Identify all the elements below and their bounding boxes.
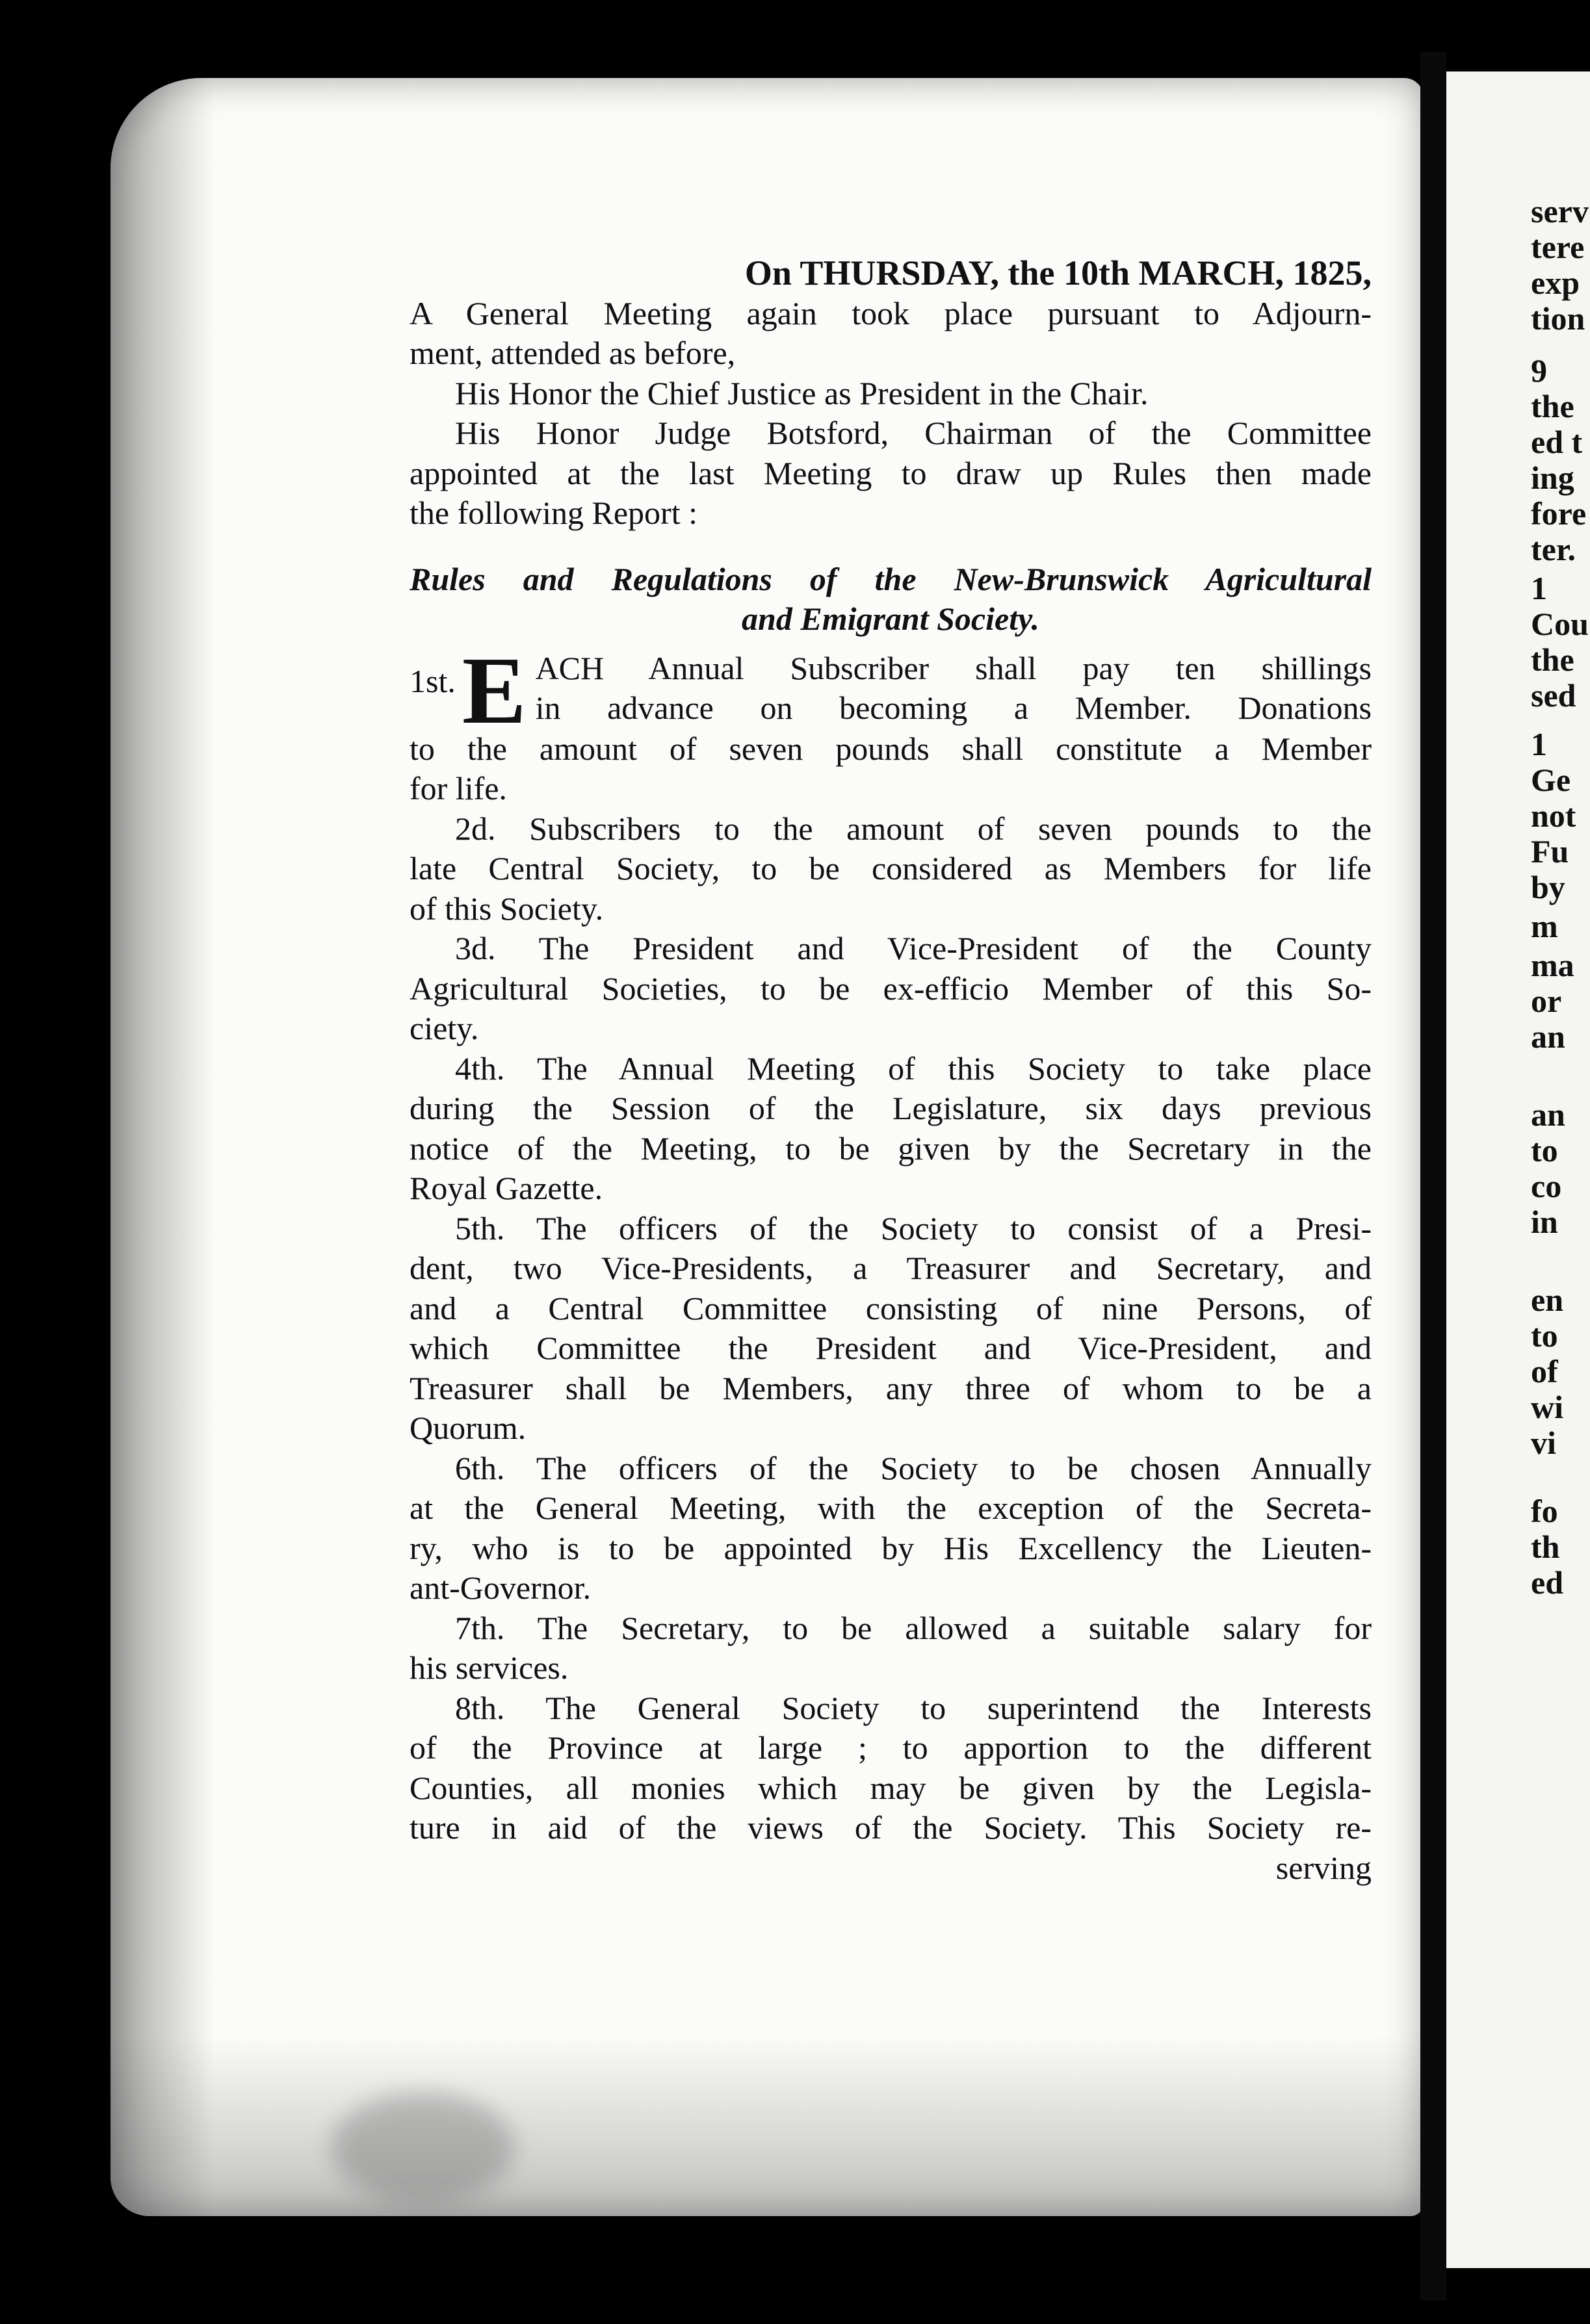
facing-page-fragment: Ge: [1531, 762, 1571, 798]
rule-line: of the Province at large ; to apportion to the different: [410, 1729, 1372, 1766]
rule-8: [410, 1688, 1372, 1889]
rule-line: 5th. The officers of the Society to consist of a Presi-: [455, 1209, 1372, 1246]
intro-line: ment, attended as before,: [410, 335, 736, 371]
rule-line: ture in aid of the views of the Society. This Society re-: [410, 1809, 1372, 1846]
facing-page-fragment: the: [1531, 641, 1574, 678]
facing-page-fragment: fore: [1531, 495, 1587, 532]
facing-page-fragment: ing: [1531, 459, 1574, 496]
facing-page-fragment: en: [1531, 1282, 1563, 1318]
rule-line: 8th. The General Society to superintend the Interests: [455, 1689, 1372, 1726]
rule-line: 6th. The officers of the Society to be chosen Annually: [455, 1449, 1372, 1486]
catchword: serving: [1275, 1849, 1372, 1886]
rule-line: in advance on becoming a Member. Donations: [535, 690, 1372, 726]
date-heading: On THURSDAY, the 10th MARCH, 1825,: [744, 253, 1372, 292]
facing-page-fragment: 1: [1531, 570, 1547, 606]
rules-subtitle: and Emigrant Society.: [742, 600, 1039, 637]
rule-line: ant-Governor.: [410, 1569, 592, 1606]
rule-line: Counties, all monies which may be given by the Legisla-: [410, 1769, 1372, 1806]
intro-line: the following Report :: [410, 495, 697, 531]
intro-line: His Honor Judge Botsford, Chairman of the Committee: [455, 415, 1372, 451]
rules-title: Rules and Regulations of the New-Brunswick Agricultural: [410, 560, 1372, 597]
facing-page-fragment: an: [1531, 1018, 1565, 1055]
facing-page-fragment: of: [1531, 1353, 1558, 1389]
facing-page-fragment: by: [1531, 869, 1565, 905]
facing-page-fragment: exp: [1531, 265, 1580, 301]
facing-page-fragment: th: [1531, 1529, 1560, 1565]
rule-line: to the amount of seven pounds shall constitute a Member: [410, 730, 1372, 767]
rule-5: [410, 1209, 1372, 1449]
facing-page-fragment: ed: [1531, 1564, 1563, 1601]
facing-page-fragment: Cou: [1531, 606, 1589, 642]
facing-page-fragment: wi: [1531, 1389, 1563, 1425]
facing-page-fragment: fo: [1531, 1493, 1558, 1529]
rule-line: 3d. The President and Vice-President of the County: [455, 930, 1372, 966]
rule-number: 1st.: [410, 662, 456, 699]
document-text: [410, 253, 1372, 1888]
intro-line: A General Meeting again took place pursuant to Adjourn-: [410, 294, 1372, 331]
rule-line: notice of the Meeting, to be given by the Secretary in the: [410, 1130, 1372, 1167]
rule-line: Treasurer shall be Members, any three of whom to be a: [410, 1369, 1372, 1406]
rule-line: ry, who is to be appointed by His Excellency the Lieuten-: [410, 1529, 1372, 1566]
rule-line: for life.: [410, 770, 507, 807]
facing-page-fragment: tere: [1531, 229, 1585, 265]
rule-line: 7th. The Secretary, to be allowed a suitable salary for: [455, 1609, 1372, 1646]
facing-page-fragment: to: [1531, 1317, 1558, 1354]
rule-4: [410, 1049, 1372, 1209]
rule-line: 4th. The Annual Meeting of this Society to take place: [455, 1050, 1372, 1087]
facing-page-fragment: m: [1531, 908, 1558, 944]
rule-7: [410, 1608, 1372, 1688]
facing-page-fragment: an: [1531, 1096, 1565, 1133]
book-gutter: [1420, 52, 1446, 2301]
facing-page-fragment: ed t: [1531, 424, 1583, 460]
rule-line: ACH Annual Subscriber shall pay ten shillings: [535, 649, 1372, 686]
rule-line: 2d. Subscribers to the amount of seven pounds to the: [455, 810, 1372, 847]
rule-line: Agricultural Societies, to be ex-efficio Member of this So-: [410, 970, 1372, 1007]
facing-page-fragment: the: [1531, 388, 1574, 424]
rule-line: at the General Meeting, with the exception of the Secreta-: [410, 1490, 1372, 1526]
facing-page-edge: [1446, 71, 1590, 2268]
rule-line: of this Society.: [410, 890, 604, 927]
facing-page-fragment: Fu: [1531, 833, 1569, 870]
facing-page-fragment: vi: [1531, 1425, 1556, 1461]
rule-1: [410, 649, 1372, 809]
paper-stain: [332, 2093, 514, 2203]
facing-page-fragment: not: [1531, 797, 1576, 834]
rule-line: during the Session of the Legislature, six days previous: [410, 1090, 1372, 1126]
drop-cap: E: [462, 648, 527, 729]
intro-line: His Honor the Chief Justice as President in the Chair.: [455, 374, 1149, 411]
rule-line: Royal Gazette.: [410, 1170, 603, 1206]
facing-page-fragment: 1: [1531, 726, 1547, 762]
facing-page-fragment: or: [1531, 983, 1562, 1019]
facing-page-fragment: ter.: [1531, 531, 1576, 567]
rule-3: [410, 929, 1372, 1049]
rule-line: dent, two Vice-Presidents, a Treasurer and Secretary, and: [410, 1250, 1372, 1286]
rule-2: [410, 809, 1372, 929]
rule-line: ciety.: [410, 1010, 479, 1046]
rule-6: [410, 1449, 1372, 1608]
facing-page-fragment: serv: [1531, 193, 1589, 229]
rule-line: which Committee the President and Vice-President, and: [410, 1330, 1372, 1366]
intro-line: appointed at the last Meeting to draw up Rules then made: [410, 454, 1372, 491]
rule-line: late Central Society, to be considered as Members for life: [410, 850, 1372, 886]
facing-page-fragment: in: [1531, 1204, 1558, 1240]
facing-page-fragment: co: [1531, 1168, 1562, 1204]
facing-page-fragment: ma: [1531, 947, 1574, 983]
facing-page-fragment: tion: [1531, 300, 1585, 337]
rule-line: and a Central Committee consisting of nine Persons, of: [410, 1289, 1372, 1326]
rule-line: his services.: [410, 1649, 569, 1686]
rule-line: Quorum.: [410, 1410, 527, 1446]
facing-page-fragment: 9: [1531, 352, 1547, 389]
facing-page-fragment: sed: [1531, 677, 1576, 714]
facing-page-fragment: to: [1531, 1132, 1558, 1168]
